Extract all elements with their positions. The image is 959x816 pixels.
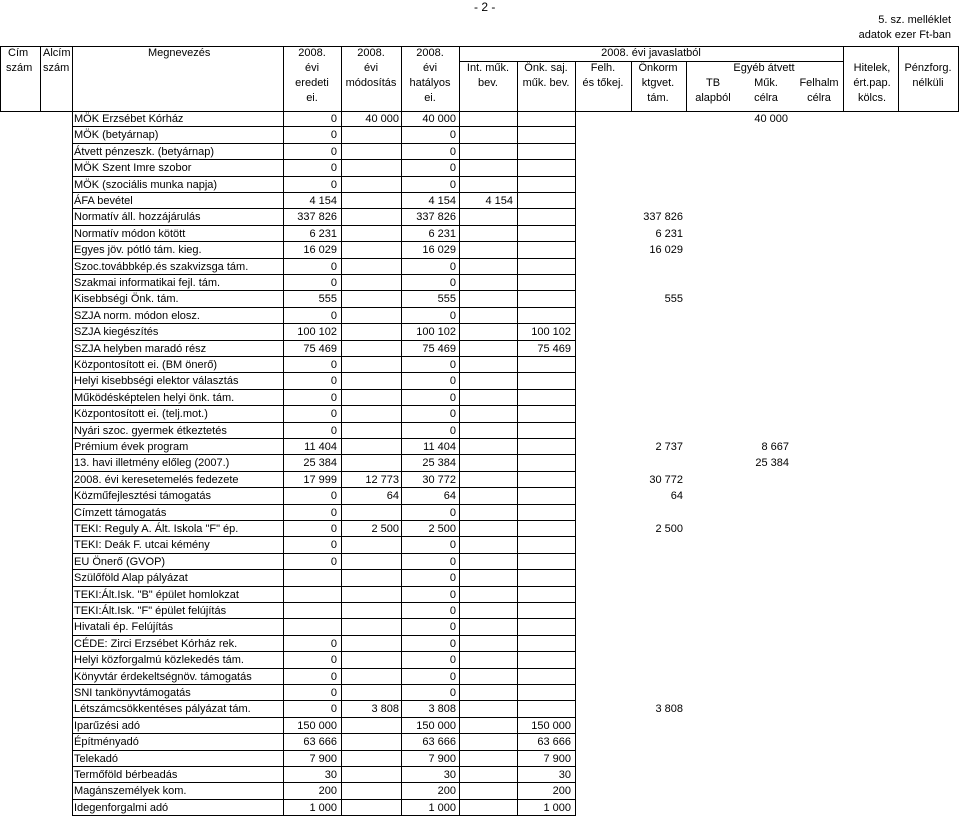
cell-mod: 3 808 xyxy=(371,703,399,716)
cell-hat: 0 xyxy=(449,555,456,568)
cell-onks: 100 102 xyxy=(531,326,571,339)
col-cim-1: Cím xyxy=(8,47,29,59)
cell-hat: 0 xyxy=(449,145,456,158)
col-onkorm-3: tám. xyxy=(647,92,669,104)
cell-hat: 2 500 xyxy=(428,523,456,535)
cell-ered: 11 404 xyxy=(304,441,337,453)
col-felhalm-2: célra xyxy=(807,92,831,104)
row-label: MÖK (szociális munka napja) xyxy=(74,178,218,191)
cell-mod: 2 500 xyxy=(371,523,399,535)
row-label: Telekadó xyxy=(74,752,119,765)
table-row xyxy=(0,669,959,685)
col-modositas-1: 2008. xyxy=(357,47,385,59)
cell-ered: 555 xyxy=(318,293,337,306)
cell-ered: 0 xyxy=(330,654,337,667)
cell-onk: 2 737 xyxy=(655,441,683,453)
table-row xyxy=(0,636,959,652)
table-row xyxy=(0,751,959,767)
table-row xyxy=(0,308,959,324)
cell-ered: 6 231 xyxy=(309,227,337,240)
cell-hat: 150 000 xyxy=(416,719,456,732)
cell-mod: 12 773 xyxy=(365,473,399,486)
table-row xyxy=(0,685,959,701)
cell-ered: 17 999 xyxy=(303,473,337,486)
cell-hat: 7 900 xyxy=(428,752,456,765)
row-label: TEKI:Ált.Isk. "B" épület homlokzat xyxy=(74,588,239,601)
cell-ered: 0 xyxy=(330,424,337,437)
cell-ered: 200 xyxy=(318,785,337,798)
cell-ered: 0 xyxy=(330,375,337,388)
table-row xyxy=(0,537,959,553)
table-row xyxy=(0,193,959,209)
cell-hat: 0 xyxy=(449,572,456,585)
cell-hat: 75 469 xyxy=(422,342,456,355)
row-label: Prémium évek program xyxy=(74,441,189,453)
row-label: SZJA helyben maradó rész xyxy=(74,342,207,355)
cell-ered: 0 xyxy=(330,555,337,568)
col-penzforg-2: nélküli xyxy=(912,77,944,89)
col-cim-2: szám xyxy=(6,62,33,74)
cell-hat: 6 231 xyxy=(428,227,456,240)
table-row xyxy=(0,357,959,373)
cell-onk: 6 231 xyxy=(655,227,683,240)
cell-ered: 0 xyxy=(330,309,337,322)
cell-onks: 63 666 xyxy=(537,736,571,749)
col-int-muk-1: Int. műk. xyxy=(466,62,510,74)
col-tb-2: alapból xyxy=(695,92,731,104)
table-row xyxy=(0,587,959,603)
cell-ered: 0 xyxy=(330,539,337,552)
table-row xyxy=(0,505,959,521)
cell-hat: 555 xyxy=(437,293,456,306)
row-label: Működésképtelen helyi önk. tám. xyxy=(74,391,235,404)
cell-onks: 7 900 xyxy=(543,752,571,765)
cell-ered: 63 666 xyxy=(303,736,337,749)
row-label: CÉDE: Zirci Erzsébet Kórház rek. xyxy=(74,637,238,650)
cell-hat: 30 xyxy=(443,769,456,781)
cell-onk: 337 826 xyxy=(643,211,683,224)
table-row xyxy=(0,619,959,635)
cell-ered: 0 xyxy=(330,260,337,273)
col-onkorm-1: Önkorm xyxy=(638,62,678,74)
cell-ered: 150 000 xyxy=(297,719,337,732)
col-eredeti-1: 2008. xyxy=(298,47,326,59)
cell-hat: 0 xyxy=(449,277,456,289)
row-label: Létszámcsökkentéses pályázat tám. xyxy=(74,703,251,716)
col-eredeti-4: ei. xyxy=(306,92,318,104)
table-row xyxy=(0,275,959,291)
cell-ered: 0 xyxy=(330,703,337,716)
cell-hat: 0 xyxy=(449,654,456,667)
table-row xyxy=(0,373,959,389)
col-hatalyos-4: ei. xyxy=(424,92,436,104)
cell-hat: 16 029 xyxy=(422,244,456,257)
cell-hat: 30 772 xyxy=(422,473,456,486)
table-row xyxy=(0,603,959,619)
cell-ered: 0 xyxy=(330,490,337,503)
table-header xyxy=(0,46,959,112)
table-row xyxy=(0,554,959,570)
cell-ered: 0 xyxy=(330,506,337,519)
annex-title: 5. sz. melléklet xyxy=(878,14,951,26)
cell-ered: 100 102 xyxy=(297,326,337,339)
cell-onk: 30 772 xyxy=(649,473,683,486)
row-label: TEKI: Deák F. utcai kémény xyxy=(74,539,210,552)
row-label: TEKI: Reguly A. Ált. Iskola "F" ép. xyxy=(74,523,239,535)
col-felh-2: és tőkej. xyxy=(582,77,624,89)
cell-hat: 0 xyxy=(449,687,456,699)
table-row xyxy=(0,209,959,225)
cell-ered: 4 154 xyxy=(309,195,337,207)
row-label: SNI tankönyvtámogatás xyxy=(74,687,191,699)
cell-ered: 0 xyxy=(330,408,337,421)
cell-onk: 16 029 xyxy=(649,244,683,257)
col-onkorm-2: ktgvet. xyxy=(641,77,675,89)
table-row xyxy=(0,160,959,176)
table-row xyxy=(0,242,959,258)
table-row xyxy=(0,488,959,504)
row-label: 13. havi illetmény előleg (2007.) xyxy=(74,457,230,470)
table-row xyxy=(0,423,959,439)
col-hitelek-1: Hitelek, xyxy=(853,62,891,74)
row-label: Átvett pénzeszk. (betyárnap) xyxy=(74,145,215,158)
cell-hat: 0 xyxy=(449,621,456,634)
cell-hat: 0 xyxy=(449,539,456,552)
table-row xyxy=(0,324,959,340)
cell-hat: 11 404 xyxy=(423,441,456,453)
row-label: Könyvtár érdekeltségnöv. támogatás xyxy=(74,670,252,683)
col-onk-saj-2: műk. bev. xyxy=(522,77,570,89)
col-modositas-2: évi xyxy=(363,62,379,74)
table-row xyxy=(0,718,959,734)
table-row xyxy=(0,767,959,783)
cell-muk: 8 667 xyxy=(761,441,789,453)
row-label: Címzett támogatás xyxy=(74,506,167,519)
cell-onks: 150 000 xyxy=(531,719,571,732)
cell-hat: 1 000 xyxy=(428,801,456,814)
col-egyeb: Egyéb átvett xyxy=(733,62,795,74)
row-label: 2008. évi keresetemelés fedezete xyxy=(74,473,239,486)
cell-mod: 64 xyxy=(386,490,399,503)
row-label: Termőföld bérbeadás xyxy=(74,769,178,781)
cell-ered: 0 xyxy=(330,162,337,175)
row-label: ÁFA bevétel xyxy=(74,195,133,207)
cell-ered: 30 xyxy=(324,769,337,781)
col-hatalyos-3: hatályos xyxy=(409,77,451,89)
cell-hat: 0 xyxy=(449,359,456,371)
cell-onk: 555 xyxy=(664,293,683,306)
row-label: Helyi kisebbségi elektor választás xyxy=(74,375,239,388)
cell-hat: 0 xyxy=(449,129,456,142)
row-label: Idegenforgalmi adó xyxy=(74,801,169,814)
col-tb-1: TB xyxy=(705,77,721,89)
row-label: Normatív áll. hozzájárulás xyxy=(74,211,201,224)
cell-ered: 0 xyxy=(330,145,337,158)
table-row xyxy=(0,127,959,143)
col-muk-1: Műk. xyxy=(754,77,778,89)
table-row xyxy=(0,390,959,406)
col-muk-2: célra xyxy=(754,92,778,104)
cell-hat: 3 808 xyxy=(428,703,456,716)
cell-ered: 0 xyxy=(330,391,337,404)
row-label: Szoc.továbbkép.és szakvizsga tám. xyxy=(74,260,249,273)
cell-hat: 0 xyxy=(449,637,456,650)
row-label: EU Önerő (GVOP) xyxy=(74,555,166,568)
cell-hat: 0 xyxy=(449,391,456,404)
cell-hat: 0 xyxy=(449,670,456,683)
row-label: Szakmai informatikai fejl. tám. xyxy=(74,277,221,289)
row-label: SZJA norm. módon elosz. xyxy=(74,309,200,322)
annex-header xyxy=(859,13,951,43)
table-row xyxy=(0,570,959,586)
group-title: 2008. évi javaslatból xyxy=(601,47,701,59)
table-row xyxy=(0,701,959,717)
table-row xyxy=(0,291,959,307)
cell-hat: 337 826 xyxy=(416,211,456,224)
cell-ered: 337 826 xyxy=(297,211,337,224)
table-row xyxy=(0,341,959,357)
table-row xyxy=(0,455,959,471)
cell-onks: 200 xyxy=(552,785,571,798)
cell-ered: 1 000 xyxy=(309,801,337,814)
col-felhalm-1: Felhalm xyxy=(799,77,839,89)
annex-unit: adatok ezer Ft-ban xyxy=(858,29,951,41)
cell-ered: 0 xyxy=(330,113,337,125)
row-label: MÖK Szent Imre szobor xyxy=(74,162,192,175)
cell-hat: 0 xyxy=(449,375,456,388)
cell-mod: 40 000 xyxy=(365,113,399,125)
cell-hat: 4 154 xyxy=(428,195,456,207)
cell-onk: 2 500 xyxy=(655,523,683,535)
cell-onks: 30 xyxy=(558,769,571,781)
row-label: Iparűzési adó xyxy=(74,719,141,732)
cell-ered: 0 xyxy=(330,129,337,142)
col-alcim-1: Alcím xyxy=(43,47,71,59)
table-row xyxy=(0,226,959,242)
cell-hat: 0 xyxy=(449,605,456,617)
col-hitelek-3: kölcs. xyxy=(857,92,887,104)
cell-hat: 0 xyxy=(449,408,456,421)
cell-hat: 40 000 xyxy=(422,113,456,125)
cell-ered: 0 xyxy=(330,523,337,535)
cell-hat: 0 xyxy=(449,588,456,601)
cell-ered: 0 xyxy=(330,359,337,371)
col-hitelek-2: ért.pap. xyxy=(853,77,891,89)
row-label: Szülőföld Alap pályázat xyxy=(74,572,188,585)
cell-hat: 0 xyxy=(449,178,456,191)
cell-hat: 0 xyxy=(449,260,456,273)
row-label: Egyes jöv. pótló tám. kieg. xyxy=(74,244,202,257)
cell-hat: 25 384 xyxy=(422,457,456,470)
row-label: Központosított ei. (BM önerő) xyxy=(74,359,218,371)
table-row xyxy=(0,144,959,160)
table-row xyxy=(0,406,959,422)
row-label: Kisebbségi Önk. tám. xyxy=(74,293,179,306)
cell-hat: 100 102 xyxy=(416,326,456,339)
col-modositas-3: módosítás xyxy=(345,77,397,89)
row-label: Közműfejlesztési támogatás xyxy=(74,490,211,503)
cell-hat: 0 xyxy=(449,162,456,175)
cell-ered: 0 xyxy=(330,277,337,289)
col-penzforg-1: Pénzforg. xyxy=(904,62,952,74)
table-row xyxy=(0,259,959,275)
row-label: MÖK (betyárnap) xyxy=(74,129,159,142)
col-eredeti-2: évi xyxy=(304,62,320,74)
cell-ered: 75 469 xyxy=(303,342,337,355)
row-label: Központosított ei. (telj.mot.) xyxy=(74,408,208,421)
row-label: Magánszemélyek kom. xyxy=(74,785,187,798)
table-row xyxy=(0,734,959,750)
cell-hat: 0 xyxy=(449,309,456,322)
cell-onk: 3 808 xyxy=(655,703,683,716)
table-row xyxy=(0,783,959,799)
col-felh-1: Felh. xyxy=(590,62,616,74)
col-eredeti-3: eredeti xyxy=(295,77,329,89)
table-row xyxy=(0,439,959,455)
cell-hat: 0 xyxy=(449,424,456,437)
row-label: Nyári szoc. gyermek étkeztetés xyxy=(74,424,227,437)
cell-onks: 1 000 xyxy=(543,801,571,814)
row-label: SZJA kiegészítés xyxy=(74,326,159,339)
table-row xyxy=(0,111,959,127)
table-row xyxy=(0,800,959,816)
cell-ered: 0 xyxy=(330,687,337,699)
cell-ered: 16 029 xyxy=(303,244,337,257)
table-row xyxy=(0,521,959,537)
col-int-muk-2: bev. xyxy=(478,77,498,89)
cell-ered: 7 900 xyxy=(309,752,337,765)
cell-hat: 200 xyxy=(437,785,456,798)
page-number: - 2 - xyxy=(474,0,496,14)
col-hatalyos-2: évi xyxy=(422,62,438,74)
row-label: MÖK Erzsébet Kórház xyxy=(74,113,184,125)
cell-intm: 4 154 xyxy=(485,195,513,207)
col-megnevezes: Megnevezés xyxy=(148,47,211,59)
cell-ered: 25 384 xyxy=(303,457,337,470)
row-label: Helyi közforgalmú közlekedés tám. xyxy=(74,654,244,667)
cell-ered: 0 xyxy=(330,637,337,650)
table-row xyxy=(0,652,959,668)
row-label: Normatív módon kötött xyxy=(74,227,186,240)
row-label: Hivatali ép. Felújítás xyxy=(74,621,174,634)
cell-onks: 75 469 xyxy=(537,342,571,355)
cell-tb: 40 000 xyxy=(754,113,788,125)
cell-hat: 63 666 xyxy=(422,736,456,749)
cell-muk: 25 384 xyxy=(755,457,789,470)
table-row xyxy=(0,177,959,193)
col-hatalyos-1: 2008. xyxy=(416,47,444,59)
table-row xyxy=(0,472,959,488)
row-label: Építményadó xyxy=(74,736,139,749)
cell-ered: 0 xyxy=(330,178,337,191)
cell-ered: 0 xyxy=(330,670,337,683)
col-alcim-2: szám xyxy=(43,62,70,74)
row-label: TEKI:Ált.Isk. "F" épület felújítás xyxy=(74,605,227,617)
cell-onk: 64 xyxy=(670,490,683,503)
cell-hat: 64 xyxy=(443,490,456,503)
col-onk-saj-1: Önk. saj. xyxy=(524,62,568,74)
cell-hat: 0 xyxy=(449,506,456,519)
